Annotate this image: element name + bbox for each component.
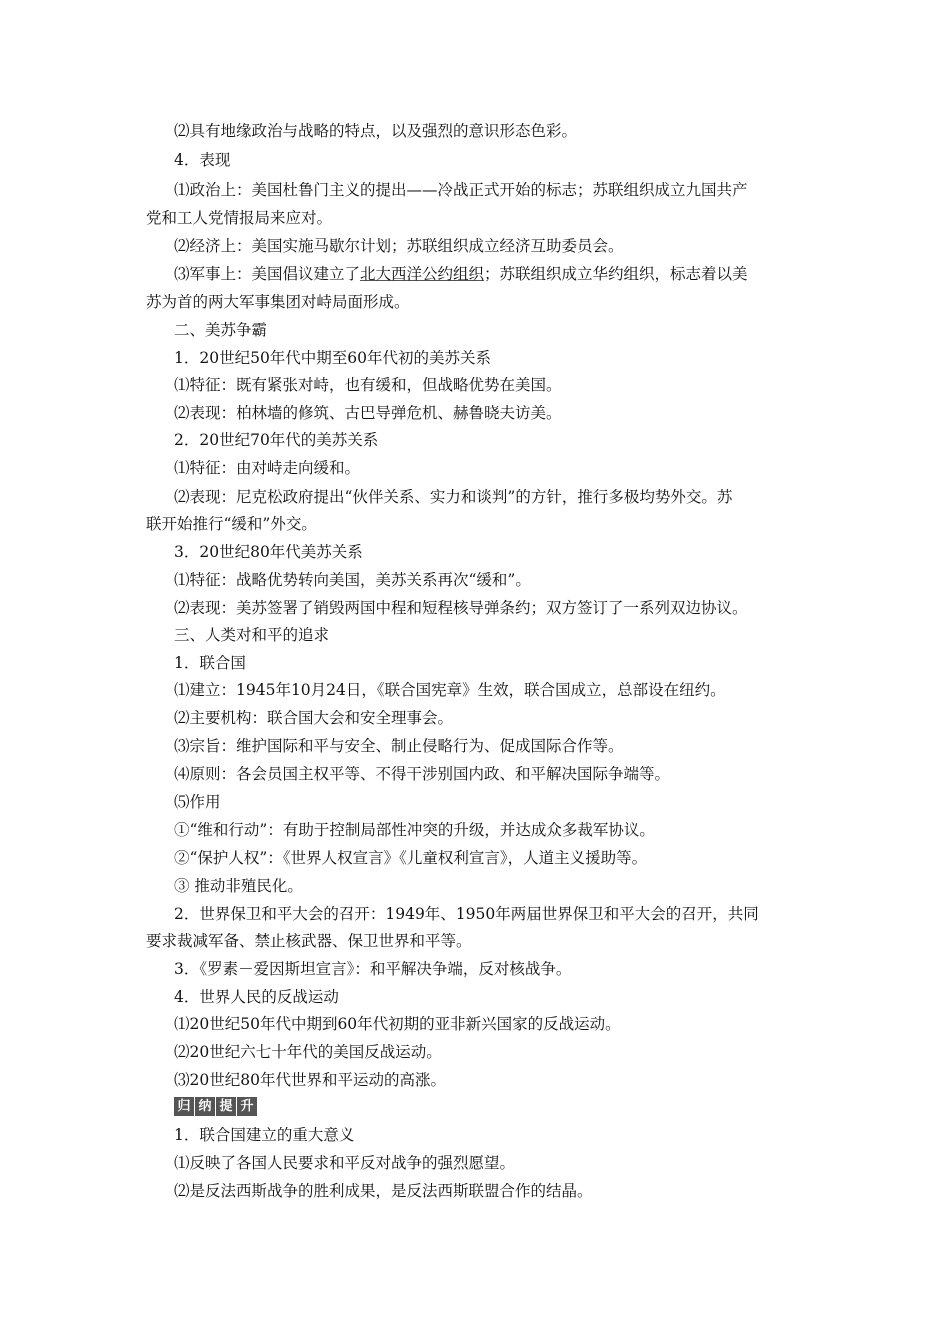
text-line: ⑴特征：既有紧张对峙，也有缓和，但战略优势在美国。 <box>174 376 562 394</box>
text-line: ②“保护人权”：《世界人权宣言》《儿童权利宣言》，人道主义援助等。 <box>174 849 648 867</box>
summary-tag <box>174 1097 257 1116</box>
text-line: ⑴建立：1945年10月24日，《联合国宪章》生效，联合国成立，总部设在纽约。 <box>174 681 726 699</box>
subsection-heading: 1．20世纪50年代中期至60年代初的美苏关系 <box>174 349 492 367</box>
section-heading: 二、美苏争霸 <box>174 321 268 339</box>
subsection-heading: 2．20世纪70年代的美苏关系 <box>174 431 379 449</box>
text-line: ⑵表现：柏林墙的修筑、古巴导弹危机、赫鲁晓夫访美。 <box>174 404 562 422</box>
underlined-term: 北大西洋公约组织 <box>360 265 485 283</box>
text-line: ③ 推动非殖民化。 <box>174 877 303 895</box>
text-line: 2．世界保卫和平大会的召开：1949年、1950年两届世界保卫和平大会的召开，共同 <box>174 905 759 923</box>
tag-char: 升 <box>237 1097 257 1116</box>
text-line: ⑴政治上：美国杜鲁门主义的提出——冷战正式开始的标志；苏联组织成立九国共产 <box>174 181 748 199</box>
subsection-heading: 1．联合国 <box>174 654 246 672</box>
text-segment: ⑶军事上：美国倡议建立了 <box>174 265 361 283</box>
text-line: 苏为首的两大军事集团对峙局面形成。 <box>146 293 410 311</box>
text-line: ⑵主要机构：联合国大会和安全理事会。 <box>174 709 454 727</box>
tag-char: 提 <box>216 1097 236 1116</box>
text-line: 党和工人党情报局来应对。 <box>146 209 333 227</box>
text-line: ⑶宗旨：维护国际和平与安全、制止侵略行为、促成国际合作等。 <box>174 737 624 755</box>
text-line: 联开始推行“缓和”外交。 <box>146 515 317 533</box>
text-line <box>174 264 814 284</box>
text-line: ⑴特征：战略优势转向美国，美苏关系再次“缓和”。 <box>174 571 531 589</box>
text-line: 要求裁减军备、禁止核武器、保卫世界和平等。 <box>146 932 472 950</box>
text-line: ⑵是反法西斯战争的胜利成果，是反法西斯联盟合作的结晶。 <box>174 1182 593 1200</box>
tag-char: 纳 <box>195 1097 215 1116</box>
text-line: ⑴反映了各国人民要求和平反对战争的强烈愿望。 <box>174 1154 516 1172</box>
text-line: ⑵经济上：美国实施马歇尔计划；苏联组织成立经济互助委员会。 <box>174 237 624 255</box>
subsection-heading: 1．联合国建立的重大意义 <box>174 1126 355 1144</box>
text-line: ⑵20世纪六七十年代的美国反战运动。 <box>174 1043 442 1061</box>
text-line: ⑵具有地缘政治与战略的特点，以及强烈的意识形态色彩。 <box>174 122 578 140</box>
text-line: ⑴20世纪50年代中期到60年代初期的亚非新兴国家的反战运动。 <box>174 1015 621 1033</box>
text-line: ⑴特征：由对峙走向缓和。 <box>174 459 361 477</box>
section-heading: 三、人类对和平的追求 <box>174 626 330 644</box>
tag-char: 归 <box>174 1097 194 1116</box>
text-line: ⑷原则：各会员国主权平等、不得干涉别国内政、和平解决国际争端等。 <box>174 765 671 783</box>
text-line: ⑸作用 <box>174 793 221 811</box>
text-line: ⑵表现：尼克松政府提出“伙伴关系、实力和谈判”的方针，推行多极均势外交。苏 <box>174 488 733 506</box>
text-line: ⑵表现：美苏签署了销毁两国中程和短程核导弹条约；双方签订了一系列双边协议。 <box>174 599 748 617</box>
text-segment: ；苏联组织成立华约组织，标志着以美 <box>484 265 748 283</box>
text-line: 3．《罗素－爱因斯坦宣言》：和平解决争端，反对核战争。 <box>174 960 572 978</box>
subsection-heading: 4．世界人民的反战运动 <box>174 988 339 1006</box>
text-line: 4．表现 <box>174 151 231 169</box>
subsection-heading: 3．20世纪80年代美苏关系 <box>174 543 363 561</box>
text-line: ①“维和行动”：有助于控制局部性冲突的升级，并达成众多裁军协议。 <box>174 821 655 839</box>
text-line: ⑶20世纪80年代世界和平运动的高涨。 <box>174 1071 446 1089</box>
